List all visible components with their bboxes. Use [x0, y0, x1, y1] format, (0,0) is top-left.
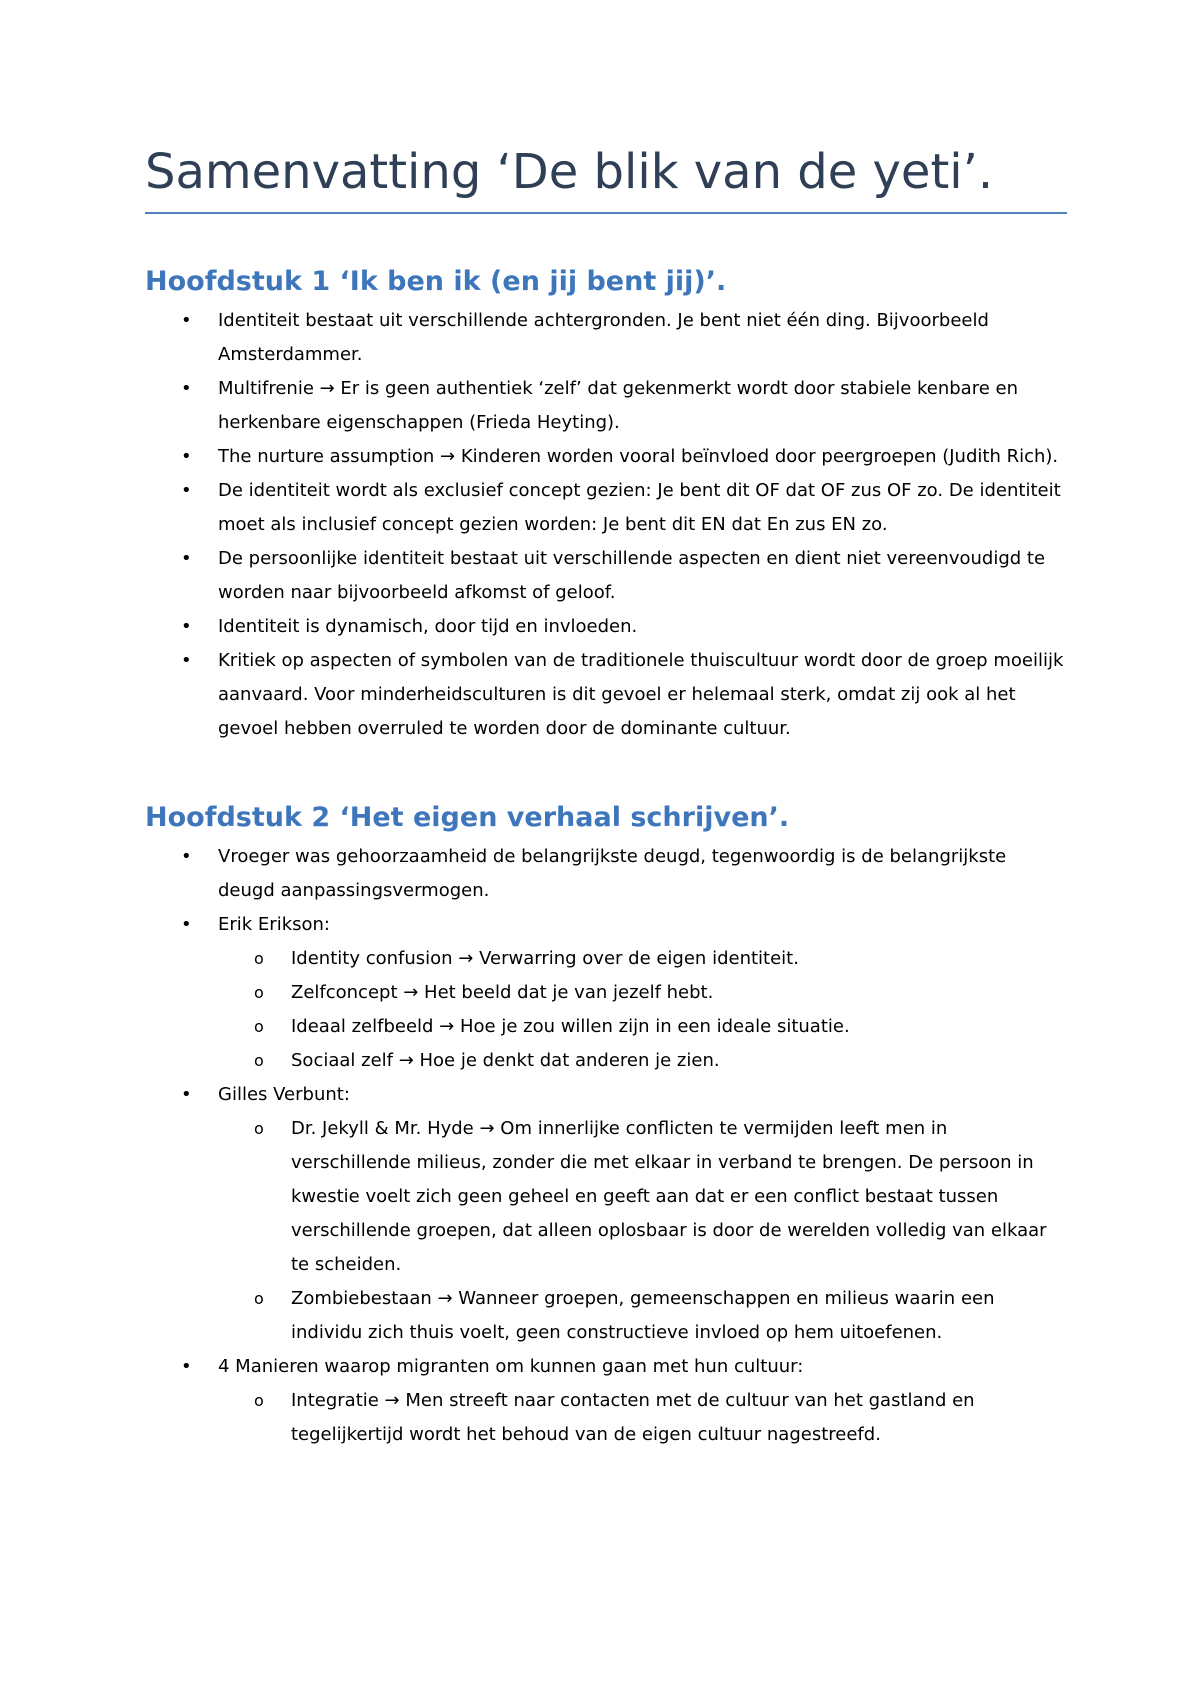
circle-bullet-icon: o: [254, 1391, 264, 1410]
document-page: [145, 140, 1067, 1452]
bullet-icon: •: [181, 616, 192, 637]
circle-bullet-icon: o: [254, 1289, 264, 1308]
list-item: • Gilles Verbunt: o Dr. Jekyll & Mr. Hyde → Om innerlijke conflicten te vermijden leeft men in verschillende milieus, zonder die met elkaar in verband te brengen. De persoon in kwestie voelt zich geen geheel en geeft aan dat er een conflict bestaat tussen verschillende groepen, dat alleen oplosbaar is door de werelden volledig van elkaar te scheiden. o Zombiebestaan → Wanneer groepen, gemeenschappen en milieus waarin een individu zich thuis voelt, geen constructieve invloed op hem uitoefenen.: [145, 1078, 1067, 1350]
list-item: • Multifrenie → Er is geen authentiek ‘zelf’ dat gekenmerkt wordt door stabiele kenbare en herkenbare eigenschappen (Frieda Heyting).: [145, 372, 1067, 440]
circle-bullet-icon: o: [254, 1017, 264, 1036]
chapter-2-list: [145, 840, 1067, 1452]
list-item: • Identiteit is dynamisch, door tijd en invloeden.: [145, 610, 1067, 644]
sub-list-item: o Zelfconcept → Het beeld dat je van jezelf hebt.: [218, 976, 1067, 1010]
bullet-icon: •: [181, 548, 192, 569]
chapter-1-heading: Hoofdstuk 1 ‘Ik ben ik (en jij bent jij)’.: [145, 266, 727, 297]
bullet-icon: •: [181, 650, 192, 671]
list-item: • 4 Manieren waarop migranten om kunnen gaan met hun cultuur: o Integratie → Men streeft naar contacten met de cultuur van het gastland en tegelijkertijd wordt het behoud van de eigen cultuur nagestreefd.: [145, 1350, 1067, 1452]
document-title: Samenvatting ‘De blik van de yeti’.: [145, 140, 1067, 214]
sub-list-item: o Identity confusion → Verwarring over de eigen identiteit.: [218, 942, 1067, 976]
list-item: • The nurture assumption → Kinderen worden vooral beïnvloed door peergroepen (Judith Rich).: [145, 440, 1067, 474]
bullet-icon: •: [181, 480, 192, 501]
list-item: • Erik Erikson: o Identity confusion → Verwarring over de eigen identiteit. o Zelfconcept → Het beeld dat je van jezelf hebt. o Ideaal zelfbeeld → Hoe je zou willen zijn in een ideale situatie. o Sociaal zelf → Hoe je denkt dat anderen je zien.: [145, 908, 1067, 1078]
list-item: • Identiteit bestaat uit verschillende achtergronden. Je bent niet één ding. Bijvoorbeeld Amsterdammer.: [145, 304, 1067, 372]
bullet-icon: •: [181, 1084, 192, 1105]
sub-list: [218, 942, 1067, 1078]
sub-list-item: o Ideaal zelfbeeld → Hoe je zou willen zijn in een ideale situatie.: [218, 1010, 1067, 1044]
list-item: • Kritiek op aspecten of symbolen van de traditionele thuiscultuur wordt door de groep moeilijk aanvaard. Voor minderheidsculturen is dit gevoel er helemaal sterk, omdat zij ook al het gevoel hebben overruled te worden door de dominante cultuur.: [145, 644, 1067, 746]
bullet-icon: •: [181, 914, 192, 935]
bullet-icon: •: [181, 446, 192, 467]
bullet-icon: •: [181, 310, 192, 331]
sub-list: [218, 1384, 1067, 1452]
list-item: • De persoonlijke identiteit bestaat uit verschillende aspecten en dient niet vereenvoudigd te worden naar bijvoorbeeld afkomst of geloof.: [145, 542, 1067, 610]
list-item: • De identiteit wordt als exclusief concept gezien: Je bent dit OF dat OF zus OF zo. De identiteit moet als inclusief concept gezien worden: Je bent dit EN dat En zus EN zo.: [145, 474, 1067, 542]
chapter-2-heading: Hoofdstuk 2 ‘Het eigen verhaal schrijven’.: [145, 802, 790, 833]
list-item: • Vroeger was gehoorzaamheid de belangrijkste deugd, tegenwoordig is de belangrijkste deugd aanpassingsvermogen.: [145, 840, 1067, 908]
sub-list-item: o Integratie → Men streeft naar contacten met de cultuur van het gastland en tegelijkertijd wordt het behoud van de eigen cultuur nagestreefd.: [218, 1384, 1067, 1452]
circle-bullet-icon: o: [254, 949, 264, 968]
chapter-1-list: [145, 304, 1067, 746]
bullet-icon: •: [181, 378, 192, 399]
sub-list-item: o Dr. Jekyll & Mr. Hyde → Om innerlijke conflicten te vermijden leeft men in verschillende milieus, zonder die met elkaar in verband te brengen. De persoon in kwestie voelt zich geen geheel en geeft aan dat er een conflict bestaat tussen verschillende groepen, dat alleen oplosbaar is door de werelden volledig van elkaar te scheiden.: [218, 1112, 1067, 1282]
circle-bullet-icon: o: [254, 1119, 264, 1138]
circle-bullet-icon: o: [254, 1051, 264, 1070]
sub-list: [218, 1112, 1067, 1350]
bullet-icon: •: [181, 846, 192, 867]
bullet-icon: •: [181, 1356, 192, 1377]
circle-bullet-icon: o: [254, 983, 264, 1002]
sub-list-item: o Sociaal zelf → Hoe je denkt dat anderen je zien.: [218, 1044, 1067, 1078]
sub-list-item: o Zombiebestaan → Wanneer groepen, gemeenschappen en milieus waarin een individu zich thuis voelt, geen constructieve invloed op hem uitoefenen.: [218, 1282, 1067, 1350]
